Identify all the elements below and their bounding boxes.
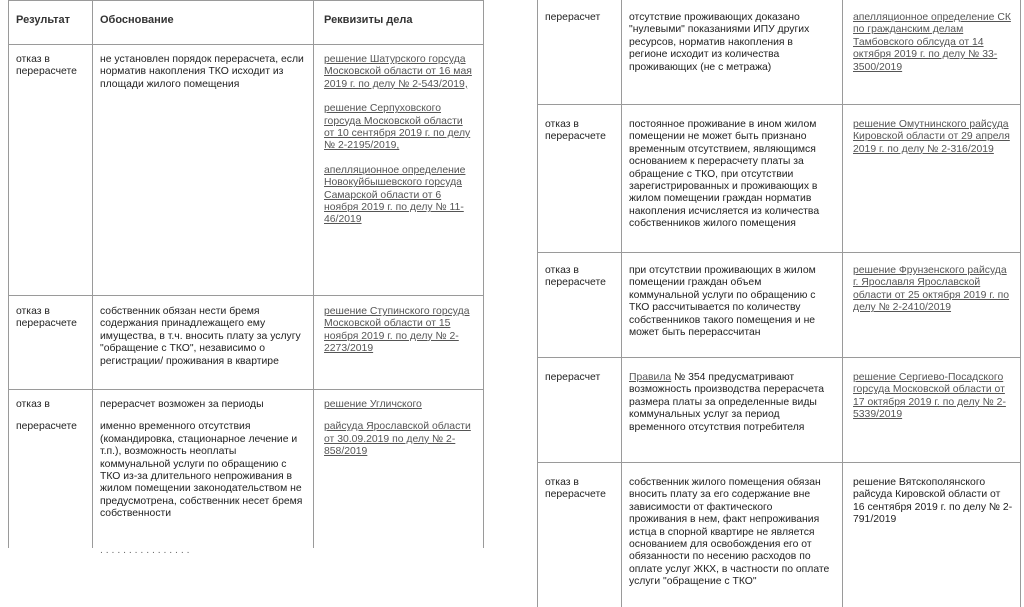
r-row4-reason <box>629 372 833 434</box>
r-row5-reason: собственник жилого помещения обязан вносить плату за его содержание вне зависимости от фактического проживания в нем, факт непроживания истца в спорной квартире не является основанием для освобождения его от обязанности по несению расходов по оплате услуг ЖКХ, в частности по оплате услуги "обращение с ТКО" <box>629 477 830 588</box>
r-row3-refs <box>853 265 1013 315</box>
row3-refs <box>324 399 474 459</box>
rules-354-link[interactable]: Правила <box>629 372 672 383</box>
row3-reason-line: именно временного отсутствия (командировка, стационарное лечение и т.п.), возможность неоплаты коммунальной услуги по обращению с ТКО из-за длительного непроживания в жилом помещении законодательством не предусмотрена, собственник несет бремя собственности <box>100 421 303 520</box>
r-row4-result: перерасчет <box>545 372 601 383</box>
r-row4-reason-text: № 354 предусматривают возможность производства перерасчета размера платы за определенные виды коммунальных услуг за период временного отсутствия потребителя <box>629 372 825 433</box>
row2-reason: собственник обязан нести бремя содержания принадлежащего ему имущества, в т.ч. вносить плату за услугу "обращение с ТКО", независимо о регистрации/ проживания в квартире <box>100 306 301 367</box>
r-row5-refs: решение Вятскополянского райсуда Кировской области от 16 сентября 2019 г. по делу № 2-791/2019 <box>853 477 1013 526</box>
right-table <box>537 0 1021 607</box>
case-link[interactable]: решение Ступинского горсуда Московской области от 15 ноября 2019 г. по делу № 2-2273/2019 <box>324 306 470 355</box>
row2-refs <box>324 306 474 356</box>
case-link[interactable]: решение Угличского <box>324 399 422 410</box>
header-case-details: Реквизиты дела <box>324 14 413 26</box>
header-result: Результат <box>16 14 71 26</box>
r-row1-reason: отсутствие проживающих доказано "нулевыми" показаниями ИПУ других ресурсов, норматив накопления в регионе исходит из количества проживающих (не с метража) <box>629 12 810 73</box>
row3-result <box>16 399 92 434</box>
r-row5-result: отказ в перерасчете <box>545 477 606 501</box>
r-row2-refs <box>853 119 1013 156</box>
case-link[interactable]: апелляционное определение Новокуйбышевского горсуда Самарской области от 6 ноября 2019 г. по делу № 11-46/2019 <box>324 164 466 226</box>
case-link[interactable]: райсуда Ярославской области от 30.09.2019 по делу № 2-858/2019 <box>324 421 471 458</box>
r-row3-reason: при отсутствии проживающих в жилом помещении граждан объем коммунальной услуги по обращению с ТКО рассчитывается по количеству собственников такого помещения и не может быть перерассчитан <box>629 265 816 339</box>
case-link[interactable]: решение Шатурского горсуда Московской области от 16 мая 2019 г. по делу № 2-543/2019, <box>324 54 472 90</box>
row1-result: отказ в перерасчете <box>16 54 77 78</box>
r-row2-reason: постоянное проживание в ином жилом помещении не может быть признано временным отсутствием, являющимся основанием к перерасчету платы за обращение с ТКО, при отсутствии зарегистрированных и проживающих в жилом помещении граждан норматив накопления исчисляется из количества собственников жилого помещения <box>629 119 820 230</box>
left-table <box>8 0 484 556</box>
row1-refs <box>324 54 474 227</box>
r-row4-refs <box>853 372 1013 422</box>
cropped-text-fragment: . . . . . . . . . . . . . . . . <box>100 545 190 556</box>
row3-reason <box>100 399 304 521</box>
r-row3-result: отказ в перерасчете <box>545 265 606 289</box>
r-row2-result: отказ в перерасчете <box>545 119 606 143</box>
header-reason: Обоснование <box>100 14 174 26</box>
case-link[interactable]: решение Серпуховского горсуда Московской области от 10 сентября 2019 г. по делу № 2-2195/2019, <box>324 103 471 152</box>
row2-result: отказ в перерасчете <box>16 306 77 330</box>
row3-reason-line: перерасчет возможен за периоды <box>100 399 264 410</box>
row1-reason: не установлен порядок перерасчета, если норматив накопления ТКО исходит из площади жилого помещения <box>100 54 304 90</box>
row3-result-line: перерасчете <box>16 421 77 433</box>
r-row1-refs <box>853 12 1013 74</box>
case-link[interactable]: решение Омутнинского райсуда Кировской области от 29 апреля 2019 г. по делу № 2-316/2019 <box>853 119 1010 155</box>
case-link[interactable]: решение Сергиево-Посадского горсуда Московской области от 17 октября 2019 г. по делу № 2-5339/2019 <box>853 372 1006 421</box>
row3-result-line: отказ в <box>16 399 50 410</box>
r-row1-result: перерасчет <box>545 12 601 23</box>
case-link[interactable]: решение Фрунзенского райсуда г. Ярославля Ярославской области от 25 октября 2019 г. по делу № 2-2410/2019 <box>853 265 1010 314</box>
case-link[interactable]: апелляционное определение СК по гражданским делам Тамбовского облсуда от 14 октября 2019 г. по делу № 33-3500/2019 <box>853 12 1011 73</box>
